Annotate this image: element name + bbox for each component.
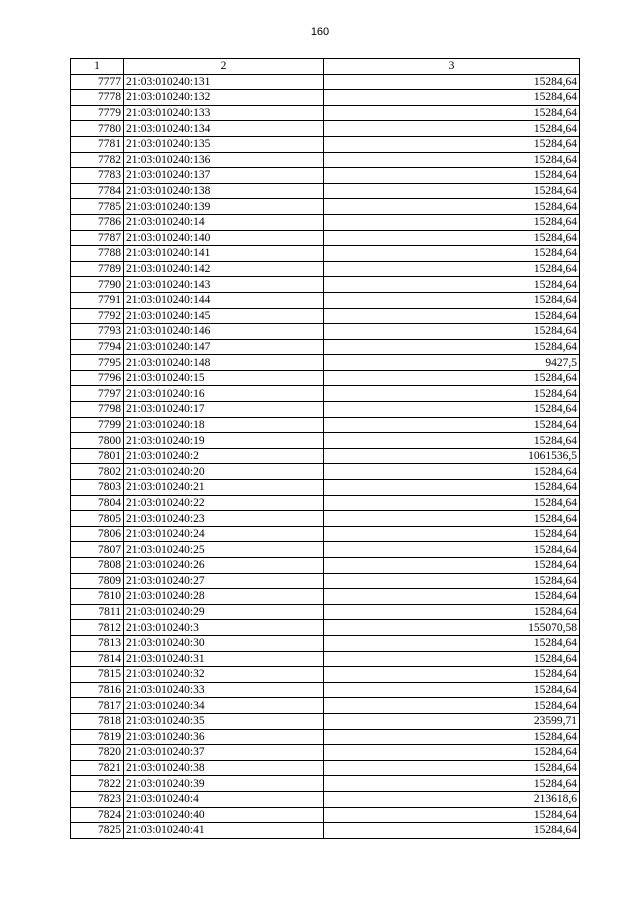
table-row <box>71 292 580 308</box>
value-cell: 15284,64 <box>324 511 580 527</box>
column-header-1: 1 <box>71 59 124 75</box>
cadastral-number-cell: 21:03:010240:15 <box>124 370 324 386</box>
row-number-cell: 7817 <box>71 698 124 714</box>
row-number-cell: 7791 <box>71 292 124 308</box>
cadastral-number-cell: 21:03:010240:25 <box>124 542 324 558</box>
row-number-cell: 7792 <box>71 308 124 324</box>
row-number-cell: 7799 <box>71 417 124 433</box>
value-cell: 15284,64 <box>324 417 580 433</box>
cadastral-number-cell: 21:03:010240:134 <box>124 121 324 137</box>
cadastral-number-cell: 21:03:010240:38 <box>124 760 324 776</box>
row-number-cell: 7814 <box>71 651 124 667</box>
value-cell: 213618,6 <box>324 791 580 807</box>
cadastral-number-cell: 21:03:010240:140 <box>124 230 324 246</box>
row-number-cell: 7778 <box>71 90 124 106</box>
cadastral-number-cell: 21:03:010240:29 <box>124 604 324 620</box>
cadastral-number-cell: 21:03:010240:3 <box>124 620 324 636</box>
row-number-cell: 7807 <box>71 542 124 558</box>
row-number-cell: 7781 <box>71 136 124 152</box>
value-cell: 15284,64 <box>324 74 580 90</box>
cadastral-number-cell: 21:03:010240:143 <box>124 277 324 293</box>
table-row <box>71 230 580 246</box>
row-number-cell: 7777 <box>71 74 124 90</box>
table-row <box>71 573 580 589</box>
table-row <box>71 807 580 823</box>
value-cell: 15284,64 <box>324 589 580 605</box>
value-cell: 15284,64 <box>324 261 580 277</box>
row-number-cell: 7805 <box>71 511 124 527</box>
row-number-cell: 7803 <box>71 480 124 496</box>
table-row <box>71 214 580 230</box>
value-cell: 15284,64 <box>324 339 580 355</box>
table-row <box>71 355 580 371</box>
row-number-cell: 7812 <box>71 620 124 636</box>
value-cell: 15284,64 <box>324 370 580 386</box>
row-number-cell: 7820 <box>71 745 124 761</box>
page-number: 160 <box>310 26 330 38</box>
table-row <box>71 511 580 527</box>
cadastral-number-cell: 21:03:010240:145 <box>124 308 324 324</box>
table-row <box>71 558 580 574</box>
table-row <box>71 402 580 418</box>
cadastral-number-cell: 21:03:010240:137 <box>124 168 324 184</box>
table-row <box>71 542 580 558</box>
table-row <box>71 713 580 729</box>
value-cell: 15284,64 <box>324 745 580 761</box>
cadastral-number-cell: 21:03:010240:132 <box>124 90 324 106</box>
row-number-cell: 7806 <box>71 526 124 542</box>
table-row <box>71 324 580 340</box>
row-number-cell: 7825 <box>71 823 124 839</box>
row-number-cell: 7796 <box>71 370 124 386</box>
table-row <box>71 370 580 386</box>
table-body <box>71 74 580 838</box>
table-row <box>71 199 580 215</box>
row-number-cell: 7793 <box>71 324 124 340</box>
value-cell: 15284,64 <box>324 292 580 308</box>
data-table <box>70 58 580 839</box>
cadastral-number-cell: 21:03:010240:40 <box>124 807 324 823</box>
value-cell: 15284,64 <box>324 573 580 589</box>
table-row <box>71 417 580 433</box>
row-number-cell: 7786 <box>71 214 124 230</box>
table-row <box>71 823 580 839</box>
table-row <box>71 480 580 496</box>
table-row <box>71 74 580 90</box>
row-number-cell: 7800 <box>71 433 124 449</box>
value-cell: 15284,64 <box>324 324 580 340</box>
row-number-cell: 7797 <box>71 386 124 402</box>
value-cell: 23599,71 <box>324 713 580 729</box>
value-cell: 15284,64 <box>324 635 580 651</box>
value-cell: 15284,64 <box>324 558 580 574</box>
row-number-cell: 7794 <box>71 339 124 355</box>
cadastral-number-cell: 21:03:010240:141 <box>124 246 324 262</box>
table-row <box>71 776 580 792</box>
row-number-cell: 7822 <box>71 776 124 792</box>
cadastral-number-cell: 21:03:010240:34 <box>124 698 324 714</box>
table-row <box>71 121 580 137</box>
table-row <box>71 168 580 184</box>
value-cell: 15284,64 <box>324 667 580 683</box>
cadastral-number-cell: 21:03:010240:135 <box>124 136 324 152</box>
table-row <box>71 183 580 199</box>
value-cell: 15284,64 <box>324 698 580 714</box>
value-cell: 15284,64 <box>324 823 580 839</box>
value-cell: 15284,64 <box>324 776 580 792</box>
value-cell: 15284,64 <box>324 230 580 246</box>
table-row <box>71 745 580 761</box>
cadastral-number-cell: 21:03:010240:147 <box>124 339 324 355</box>
row-number-cell: 7787 <box>71 230 124 246</box>
value-cell: 15284,64 <box>324 214 580 230</box>
cadastral-number-cell: 21:03:010240:17 <box>124 402 324 418</box>
cadastral-number-cell: 21:03:010240:20 <box>124 464 324 480</box>
row-number-cell: 7824 <box>71 807 124 823</box>
row-number-cell: 7795 <box>71 355 124 371</box>
table-row <box>71 589 580 605</box>
row-number-cell: 7788 <box>71 246 124 262</box>
cadastral-number-cell: 21:03:010240:144 <box>124 292 324 308</box>
table-row <box>71 698 580 714</box>
cadastral-number-cell: 21:03:010240:24 <box>124 526 324 542</box>
value-cell: 15284,64 <box>324 760 580 776</box>
value-cell: 15284,64 <box>324 651 580 667</box>
value-cell: 15284,64 <box>324 246 580 262</box>
table-row <box>71 526 580 542</box>
value-cell: 15284,64 <box>324 729 580 745</box>
row-number-cell: 7809 <box>71 573 124 589</box>
table-row <box>71 604 580 620</box>
value-cell: 15284,64 <box>324 105 580 121</box>
row-number-cell: 7783 <box>71 168 124 184</box>
cadastral-number-cell: 21:03:010240:18 <box>124 417 324 433</box>
table-row <box>71 246 580 262</box>
table-row <box>71 635 580 651</box>
cadastral-number-cell: 21:03:010240:138 <box>124 183 324 199</box>
cadastral-number-cell: 21:03:010240:4 <box>124 791 324 807</box>
table-row <box>71 308 580 324</box>
cadastral-number-cell: 21:03:010240:27 <box>124 573 324 589</box>
table-row <box>71 448 580 464</box>
table-row <box>71 495 580 511</box>
table-row <box>71 729 580 745</box>
cadastral-number-cell: 21:03:010240:26 <box>124 558 324 574</box>
row-number-cell: 7790 <box>71 277 124 293</box>
row-number-cell: 7810 <box>71 589 124 605</box>
value-cell: 15284,64 <box>324 542 580 558</box>
value-cell: 15284,64 <box>324 402 580 418</box>
value-cell: 155070,58 <box>324 620 580 636</box>
cadastral-number-cell: 21:03:010240:131 <box>124 74 324 90</box>
table-row <box>71 651 580 667</box>
table-header-row <box>71 59 580 75</box>
value-cell: 9427,5 <box>324 355 580 371</box>
table-row <box>71 620 580 636</box>
cadastral-number-cell: 21:03:010240:22 <box>124 495 324 511</box>
table-row <box>71 339 580 355</box>
column-header-2: 2 <box>124 59 324 75</box>
value-cell: 15284,64 <box>324 433 580 449</box>
table-row <box>71 152 580 168</box>
cadastral-number-cell: 21:03:010240:36 <box>124 729 324 745</box>
table-row <box>71 136 580 152</box>
row-number-cell: 7780 <box>71 121 124 137</box>
cadastral-number-cell: 21:03:010240:2 <box>124 448 324 464</box>
cadastral-number-cell: 21:03:010240:133 <box>124 105 324 121</box>
table-row <box>71 261 580 277</box>
value-cell: 1061536,5 <box>324 448 580 464</box>
row-number-cell: 7816 <box>71 682 124 698</box>
value-cell: 15284,64 <box>324 277 580 293</box>
cadastral-number-cell: 21:03:010240:16 <box>124 386 324 402</box>
row-number-cell: 7798 <box>71 402 124 418</box>
cadastral-number-cell: 21:03:010240:14 <box>124 214 324 230</box>
row-number-cell: 7815 <box>71 667 124 683</box>
cadastral-number-cell: 21:03:010240:39 <box>124 776 324 792</box>
value-cell: 15284,64 <box>324 604 580 620</box>
table-row <box>71 682 580 698</box>
value-cell: 15284,64 <box>324 121 580 137</box>
cadastral-number-cell: 21:03:010240:35 <box>124 713 324 729</box>
value-cell: 15284,64 <box>324 308 580 324</box>
row-number-cell: 7802 <box>71 464 124 480</box>
row-number-cell: 7811 <box>71 604 124 620</box>
row-number-cell: 7789 <box>71 261 124 277</box>
table-row <box>71 386 580 402</box>
row-number-cell: 7818 <box>71 713 124 729</box>
cadastral-number-cell: 21:03:010240:136 <box>124 152 324 168</box>
cadastral-number-cell: 21:03:010240:19 <box>124 433 324 449</box>
cadastral-number-cell: 21:03:010240:28 <box>124 589 324 605</box>
cadastral-number-cell: 21:03:010240:32 <box>124 667 324 683</box>
table-row <box>71 667 580 683</box>
cadastral-number-cell: 21:03:010240:148 <box>124 355 324 371</box>
value-cell: 15284,64 <box>324 807 580 823</box>
value-cell: 15284,64 <box>324 480 580 496</box>
row-number-cell: 7821 <box>71 760 124 776</box>
value-cell: 15284,64 <box>324 526 580 542</box>
row-number-cell: 7779 <box>71 105 124 121</box>
cadastral-number-cell: 21:03:010240:33 <box>124 682 324 698</box>
cadastral-number-cell: 21:03:010240:30 <box>124 635 324 651</box>
table-row <box>71 90 580 106</box>
table-row <box>71 277 580 293</box>
cadastral-number-cell: 21:03:010240:142 <box>124 261 324 277</box>
row-number-cell: 7823 <box>71 791 124 807</box>
table-row <box>71 464 580 480</box>
value-cell: 15284,64 <box>324 464 580 480</box>
value-cell: 15284,64 <box>324 152 580 168</box>
row-number-cell: 7804 <box>71 495 124 511</box>
cadastral-number-cell: 21:03:010240:21 <box>124 480 324 496</box>
row-number-cell: 7801 <box>71 448 124 464</box>
cadastral-number-cell: 21:03:010240:139 <box>124 199 324 215</box>
table-row <box>71 433 580 449</box>
value-cell: 15284,64 <box>324 495 580 511</box>
value-cell: 15284,64 <box>324 183 580 199</box>
row-number-cell: 7782 <box>71 152 124 168</box>
row-number-cell: 7819 <box>71 729 124 745</box>
value-cell: 15284,64 <box>324 168 580 184</box>
cadastral-number-cell: 21:03:010240:41 <box>124 823 324 839</box>
table-row <box>71 760 580 776</box>
row-number-cell: 7808 <box>71 558 124 574</box>
row-number-cell: 7785 <box>71 199 124 215</box>
cadastral-number-cell: 21:03:010240:37 <box>124 745 324 761</box>
cadastral-number-cell: 21:03:010240:23 <box>124 511 324 527</box>
cadastral-number-cell: 21:03:010240:31 <box>124 651 324 667</box>
table-row <box>71 791 580 807</box>
value-cell: 15284,64 <box>324 386 580 402</box>
value-cell: 15284,64 <box>324 90 580 106</box>
row-number-cell: 7813 <box>71 635 124 651</box>
column-header-3: 3 <box>324 59 580 75</box>
row-number-cell: 7784 <box>71 183 124 199</box>
value-cell: 15284,64 <box>324 682 580 698</box>
cadastral-number-cell: 21:03:010240:146 <box>124 324 324 340</box>
table-row <box>71 105 580 121</box>
value-cell: 15284,64 <box>324 136 580 152</box>
value-cell: 15284,64 <box>324 199 580 215</box>
